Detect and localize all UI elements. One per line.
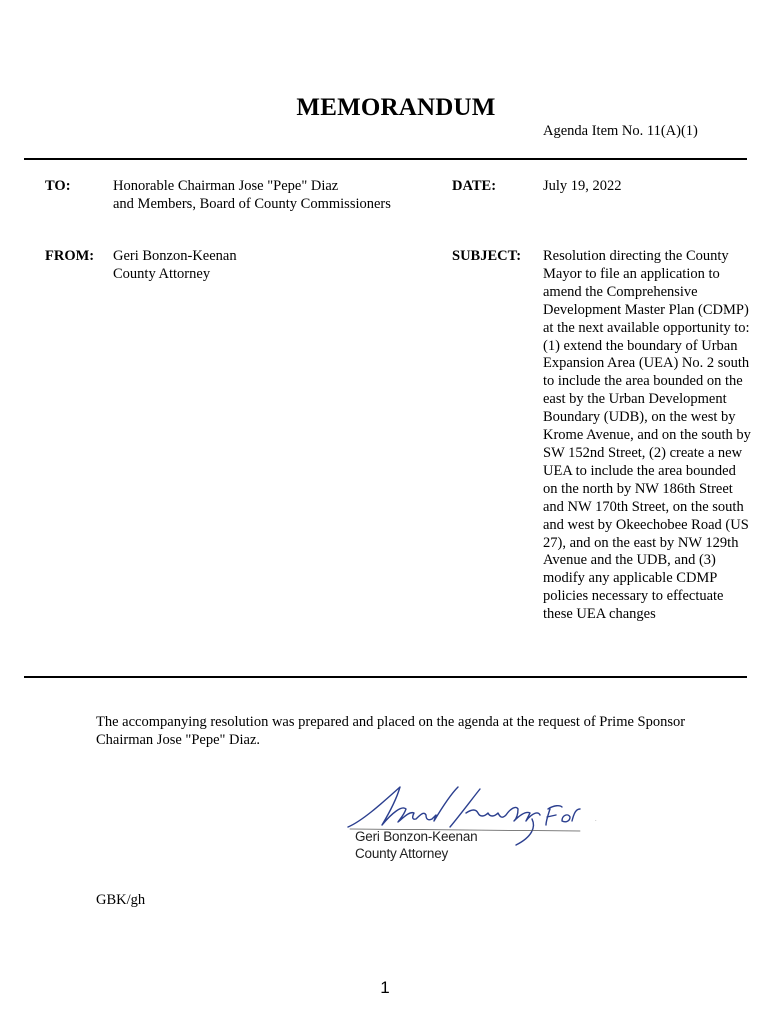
page-number: 1 xyxy=(380,978,390,997)
from-line-1: Geri Bonzon-Keenan xyxy=(113,248,237,264)
from-line-2: County Attorney xyxy=(113,265,211,282)
agenda-item-number: Agenda Item No. 11(A)(1) xyxy=(543,123,698,139)
signature-title: County Attorney xyxy=(355,846,449,861)
body-paragraph: The accompanying resolution was prepared and placed on the agenda at the request of Prime Sponsor Chairman Jose "Pepe" Diaz. xyxy=(96,714,686,748)
to-line-2: and Members, Board of County Commissioners xyxy=(113,195,391,212)
to-line-1: Honorable Chairman Jose "Pepe" Diaz xyxy=(113,178,339,194)
signature-dot: . xyxy=(595,817,597,823)
memo-title: MEMORANDUM xyxy=(296,94,496,121)
subject-label: SUBJECT: xyxy=(452,248,522,264)
bottom-divider xyxy=(24,676,747,678)
typist-initials: GBK/gh xyxy=(96,892,146,908)
signature-block xyxy=(355,828,477,862)
to-label: TO: xyxy=(45,178,71,194)
signature-name: Geri Bonzon-Keenan xyxy=(355,829,478,844)
subject-text: Resolution directing the County Mayor to file an application to amend the Comprehensive Development Master Plan (CDMP) at the next available opportunity to: (1) extend the boundary of Urban Expansion Area (UEA) No. 2 south to include the area bounded on the east by the Urban Development Boundary (UDB), on the west by Krome Avenue, and on the south by SW 152nd Street, (2) create a new UEA to include the area bounded on the north by NW 186th Street and NW 170th Street, on the south and west by Okeechobee Road (US 27), and on the east by NW 129th Avenue and the UDB, and (3) modify any applicable CDMP policies necessary to effectuate these UEA changes xyxy=(543,248,751,623)
from-sender xyxy=(113,248,237,284)
date-value: July 19, 2022 xyxy=(543,178,622,194)
date-label: DATE: xyxy=(452,178,497,194)
from-label: FROM: xyxy=(45,248,95,264)
top-divider xyxy=(24,158,747,160)
to-recipients xyxy=(113,178,391,214)
